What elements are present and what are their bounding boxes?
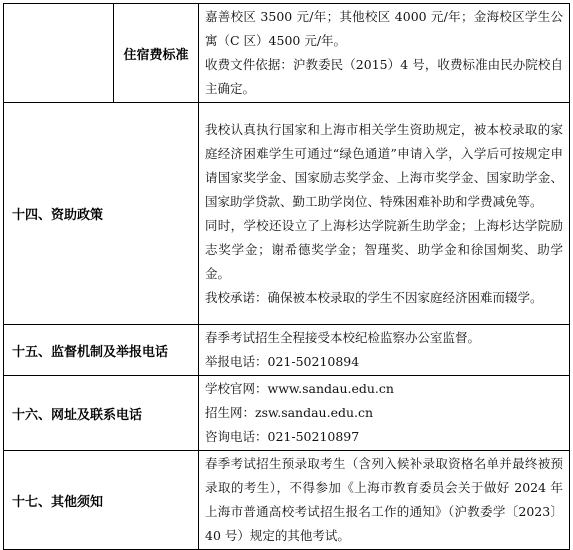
paragraph: 同时，学校还设立了上海杉达学院新生助学金；上海杉达学院励志奖学金；谢希德奖学金；智瑾奖、助学金和徐国炯奖、助学金。 bbox=[205, 217, 563, 281]
supervision-content bbox=[199, 325, 570, 376]
contact-label: 十六、网址及联系电话 bbox=[4, 376, 199, 451]
accommodation-fee-label: 住宿费标准 bbox=[114, 4, 199, 103]
paragraph: 我校承诺：确保被本校录取的学生不因家庭经济困难而辍学。 bbox=[205, 289, 543, 305]
other-notes-label: 十七、其他须知 bbox=[4, 451, 199, 550]
paragraph: 收费文件依据：沪教委民（2015）4 号，收费标准由民办院校自主确定。 bbox=[205, 57, 563, 96]
table-row-other bbox=[4, 451, 570, 550]
contact-content bbox=[199, 376, 570, 451]
supervision-label: 十五、监督机制及举报电话 bbox=[4, 325, 199, 376]
accommodation-fee-content bbox=[199, 4, 570, 103]
table-row-contact bbox=[4, 376, 570, 451]
other-notes-content bbox=[199, 451, 570, 550]
paragraph: 举报电话：021-50210894 bbox=[205, 354, 360, 369]
phone-line: 咨询电话：021-50210897 bbox=[205, 429, 360, 444]
aid-policy-label: 十四、资助政策 bbox=[4, 103, 199, 325]
paragraph: 我校认真执行国家和上海市相关学生资助规定，被本校录取的家庭经济困难学生可通过“绿色通道”申请入学，入学后可按规定申请国家奖学金、国家励志奖学金、上海市奖学金、国家助学金、国家助学贷款、勤工助学岗位、特殊困难补助和学费减免等。 bbox=[205, 121, 563, 209]
table-row-supervision bbox=[4, 325, 570, 376]
admission-info-table bbox=[3, 3, 570, 550]
paragraph: 春季考试招生预录取考生（含列入候补录取资格名单并最终被预录取的考生），不得参加《上海市教育委员会关于做好 2024 年上海市普通高校考试招生报名工作的通知》（沪教委学〔2023〕40 号）规定的其他考试。 bbox=[205, 456, 563, 543]
empty-cell bbox=[4, 4, 114, 103]
admissions-site-line: 招生网：zsw.sandau.edu.cn bbox=[205, 405, 374, 420]
table-row-accommodation bbox=[4, 4, 570, 103]
paragraph: 春季考试招生全程接受本校纪检监察办公室监督。 bbox=[205, 330, 481, 345]
paragraph: 嘉善校区 3500 元/年；其他校区 4000 元/年；金海校区学生公寓（C 区）4500 元/年。 bbox=[205, 9, 563, 48]
aid-policy-content bbox=[199, 103, 570, 325]
website-line: 学校官网：www.sandau.edu.cn bbox=[205, 381, 394, 396]
table-row-aid-policy bbox=[4, 103, 570, 325]
